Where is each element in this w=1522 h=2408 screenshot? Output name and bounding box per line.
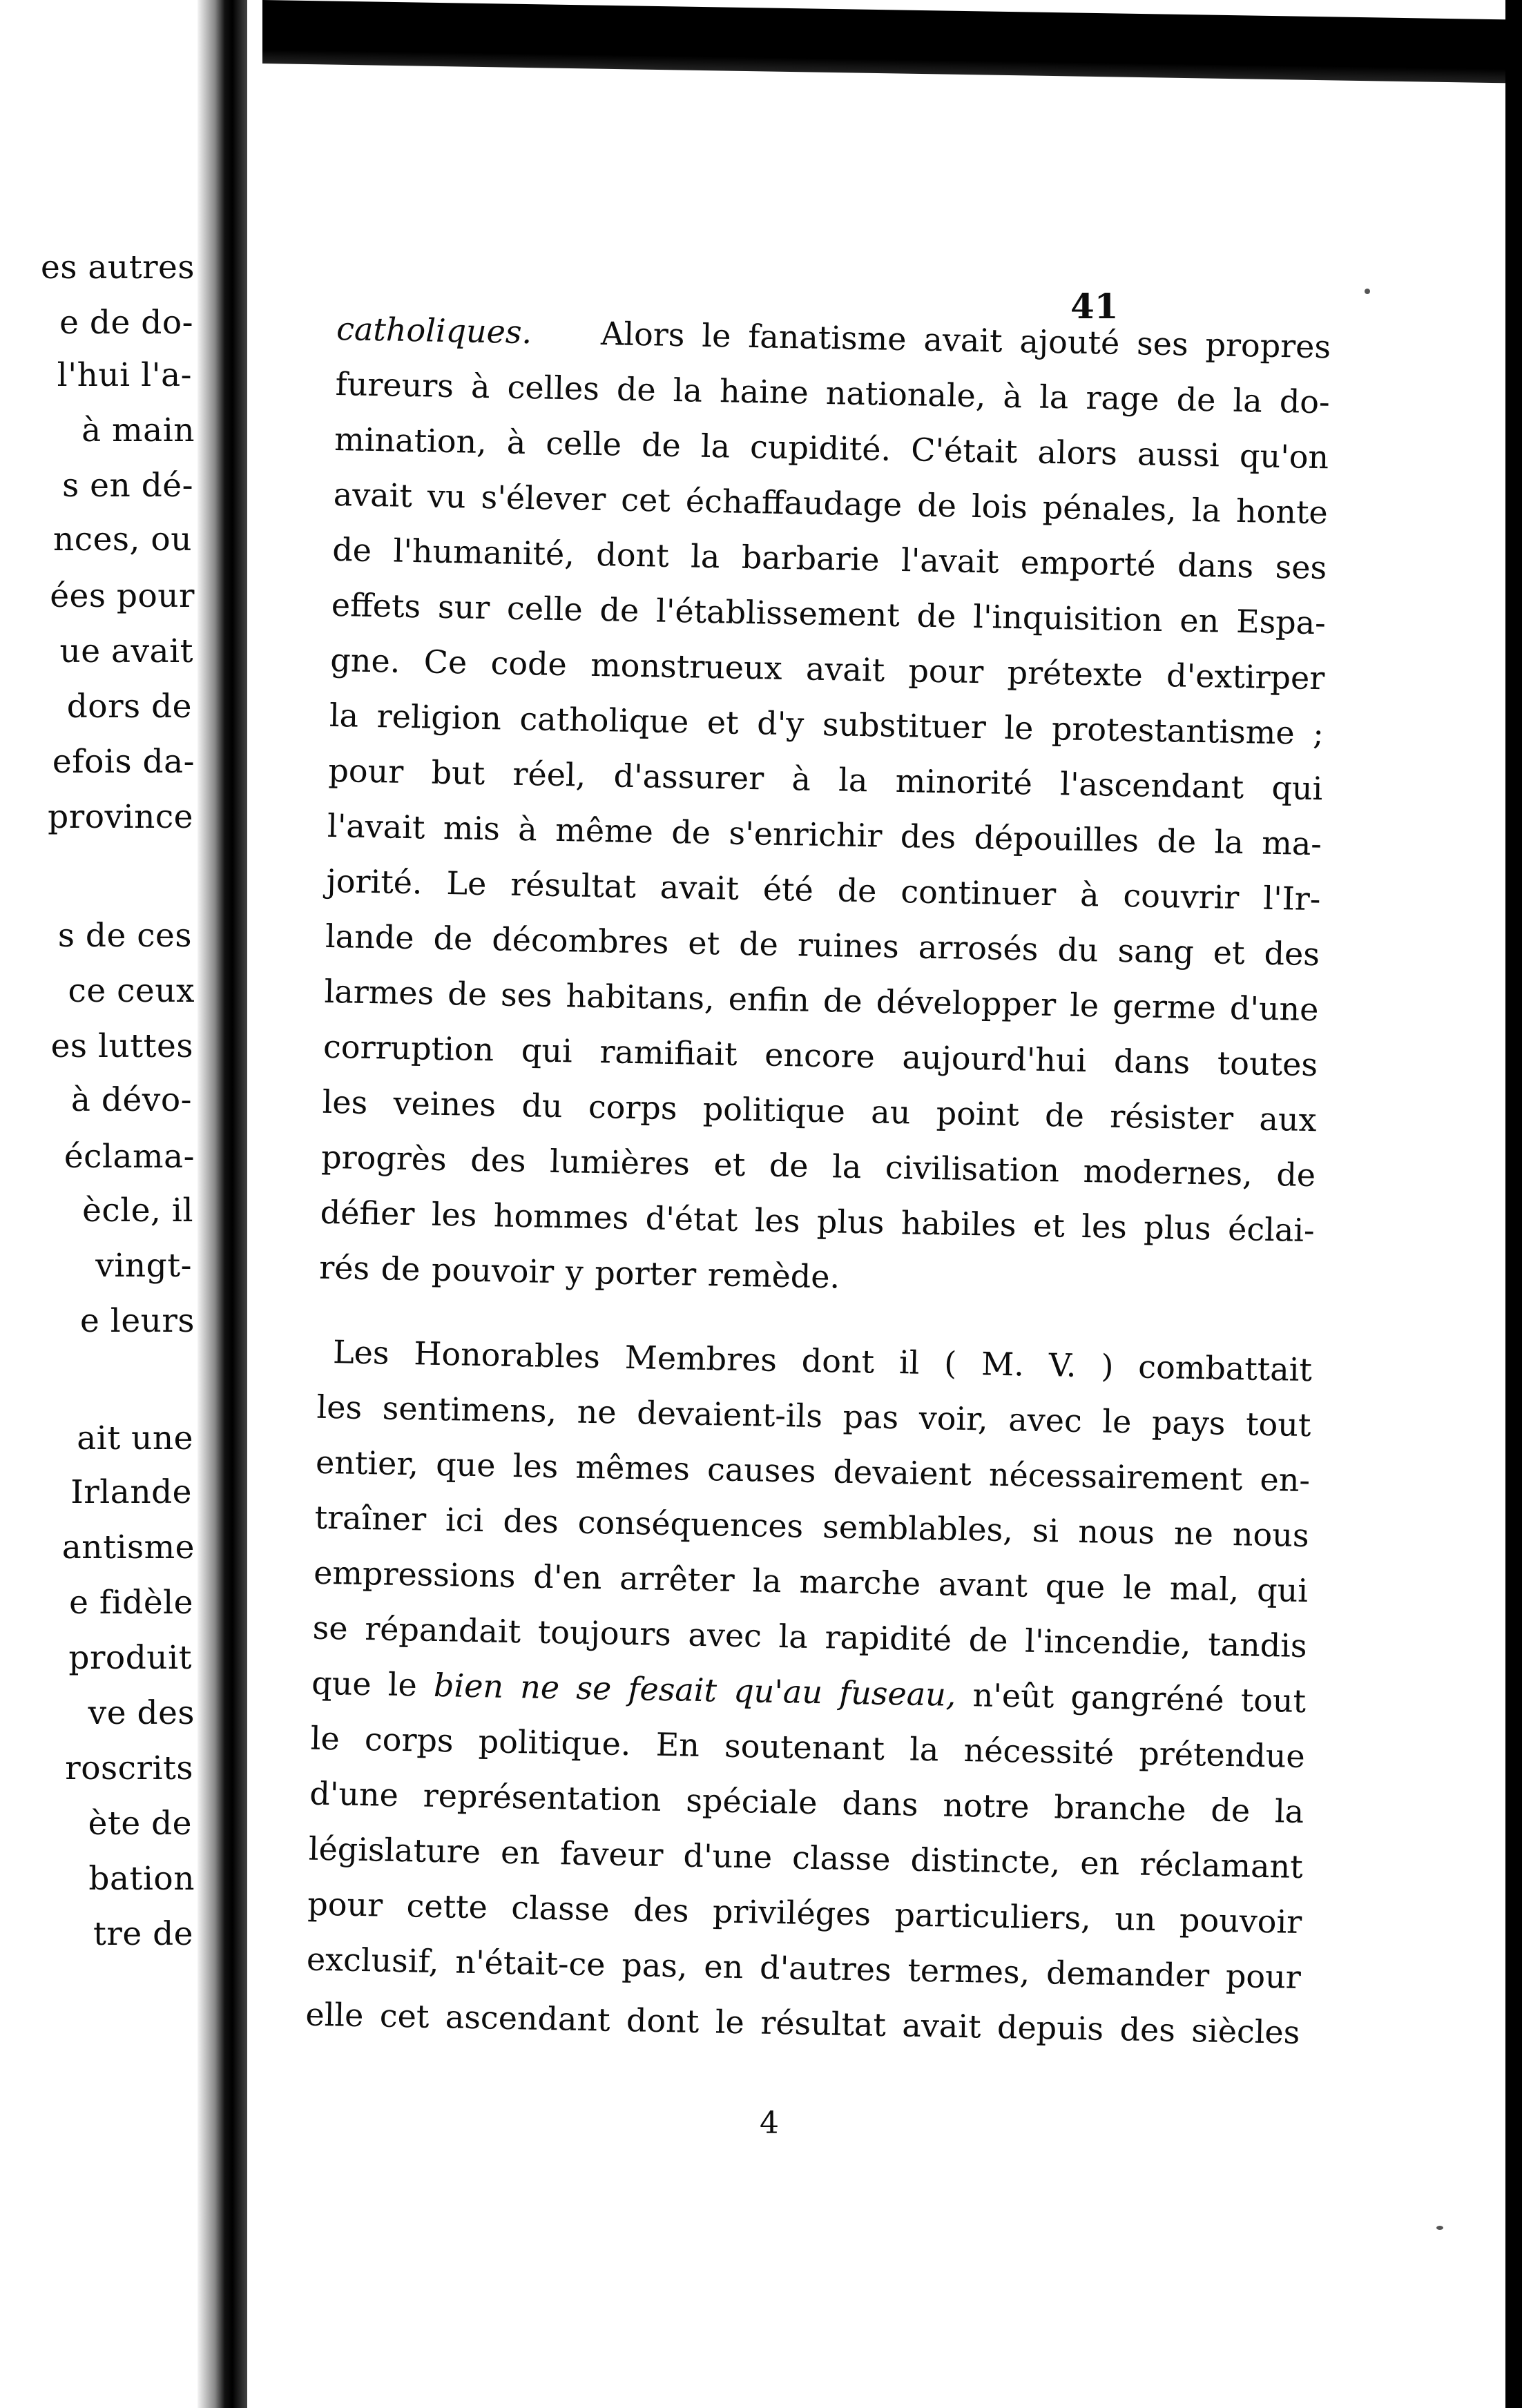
dust-speck [1436, 2226, 1443, 2230]
left-page-fragment: éclama- [64, 1138, 195, 1176]
left-page-fragment: e fidèle [69, 1584, 193, 1622]
scan-border-right [1505, 0, 1522, 2408]
text-line: exclusif, n'était-ce pas, en d'autres termes, demander pour [306, 1940, 1302, 1996]
signature-mark: 4 [760, 2106, 779, 2141]
dust-speck [1365, 289, 1370, 294]
text-line: effets sur celle de l'établissement de l'inquisition en Espa- [331, 585, 1327, 642]
left-page-fragment: tre de [93, 1915, 193, 1953]
text-line: progrès des lumières et de la civilisation modernes, de [320, 1138, 1316, 1194]
text-line: rés de pouvoir y porter remède. [318, 1248, 840, 1296]
line-text: Alors le fanatisme avait ajouté ses propres [600, 315, 1331, 366]
left-page-fragment: s de ces [57, 917, 192, 955]
left-page-fragment: e leurs [80, 1302, 195, 1340]
left-page-fragment: s en dé- [62, 467, 193, 505]
left-page-fragment: ce ceux [68, 972, 195, 1010]
left-page-fragment: efois da- [52, 743, 195, 781]
left-page-fragment: ait une [77, 1419, 193, 1457]
left-page-fragment: ées pour [50, 577, 195, 615]
left-page-fragment: antisme [61, 1528, 195, 1566]
text-line: le corps politique. En soutenant la nécessité prétendue [310, 1719, 1306, 1776]
text-line: la religion catholique et d'y substituer le protestantisme ; [329, 696, 1324, 752]
text-line: défier les hommes d'état les plus habiles et les plus éclai- [320, 1193, 1316, 1250]
left-page-fragment: e de do- [59, 304, 193, 342]
text-line: entier, que les mêmes causes devaient nécessairement en- [315, 1443, 1311, 1499]
left-page-fragment: nces, ou [53, 521, 192, 559]
left-page-fragment: dors de [66, 688, 192, 726]
text-line: d'une représentation spéciale dans notre branche de la [309, 1774, 1304, 1831]
left-page-fragment: produit [68, 1639, 192, 1677]
body-text [305, 301, 1331, 2060]
left-page-fragment: à main [81, 411, 195, 449]
left-page-fragment: Irlande [70, 1473, 192, 1511]
text-line: empressions d'en arrêter la marche avant que le mal, qui [313, 1553, 1309, 1610]
left-facing-page [0, 41, 198, 2361]
left-page-fragment: à dévo- [70, 1081, 192, 1119]
text-line: les veines du corps politique au point de résister aux [322, 1082, 1317, 1139]
text-line: pour cette classe des priviléges particuliers, un pouvoir [307, 1885, 1302, 1941]
left-page-fragment: roscrits [65, 1749, 193, 1787]
text-line: de l'humanité, dont la barbarie l'avait emporté dans ses [331, 530, 1327, 587]
text-line: gne. Ce code monstrueux avait pour prétexte d'extirper [329, 641, 1325, 697]
left-page-fragment: ècle, il [82, 1192, 193, 1230]
left-page-fragment: l'hui l'a- [57, 356, 192, 394]
text-line: législature en faveur d'une classe distincte, en réclamant [308, 1829, 1304, 1886]
text-line: pour but réel, d'assurer à la minorité l'ascendant qui [328, 751, 1323, 808]
text-line: fureurs à celles de la haine nationale, à la rage de la do- [335, 365, 1331, 421]
text-line: se répandait toujours avec la rapidité de l'incendie, tandis [312, 1609, 1308, 1665]
text-line: elle cet ascendant dont le résultat avait depuis des siècles [305, 1995, 1300, 2051]
left-page-fragment: ue avait [59, 632, 193, 670]
text-line: corruption qui ramifiait encore aujourd'hui dans toutes [322, 1027, 1318, 1084]
page-number: 41 [1070, 286, 1119, 327]
text-line: larmes de ses habitans, enfin de développer le germe d'une [324, 972, 1319, 1029]
text-line: avait vu s'élever cet échaffaudage de lois pénales, la honte [333, 475, 1329, 532]
left-page-fragment: province [48, 798, 193, 836]
text-line: traîner ici des conséquences semblables, si nous ne nous [314, 1498, 1309, 1555]
line-text: que le [311, 1664, 418, 1704]
left-page-fragment: ve des [88, 1694, 195, 1732]
line-text: n'eût gangréné tout [972, 1676, 1307, 1720]
text-line: lande de décombres et de ruines arrosés du sang et des [325, 917, 1320, 973]
left-page-fragment: bation [88, 1860, 195, 1898]
italic-phrase: bien ne se fesait qu'au fuseau, [433, 1666, 956, 1713]
left-page-fragment: es luttes [50, 1027, 193, 1065]
first-word: catholiques. [336, 309, 532, 351]
text-line: jorité. Le résultat avait été de continuer à couvrir l'Ir- [326, 862, 1321, 918]
text-line: l'avait mis à même de s'enrichir des dépouilles de la ma- [327, 806, 1322, 863]
left-page-fragment: vingt- [95, 1247, 192, 1285]
text-line: les sentimens, ne devaient-ils pas voir, avec le pays tout [316, 1388, 1311, 1444]
book-spine [198, 0, 247, 2408]
left-page-fragment: es autres [41, 249, 195, 287]
text-line: Les Honorables Membres dont il ( M. V. ) combattait [332, 1333, 1313, 1389]
text-line: mination, à celle de la cupidité. C'était alors aussi qu'on [334, 420, 1329, 476]
left-page-fragment: ète de [88, 1805, 192, 1843]
